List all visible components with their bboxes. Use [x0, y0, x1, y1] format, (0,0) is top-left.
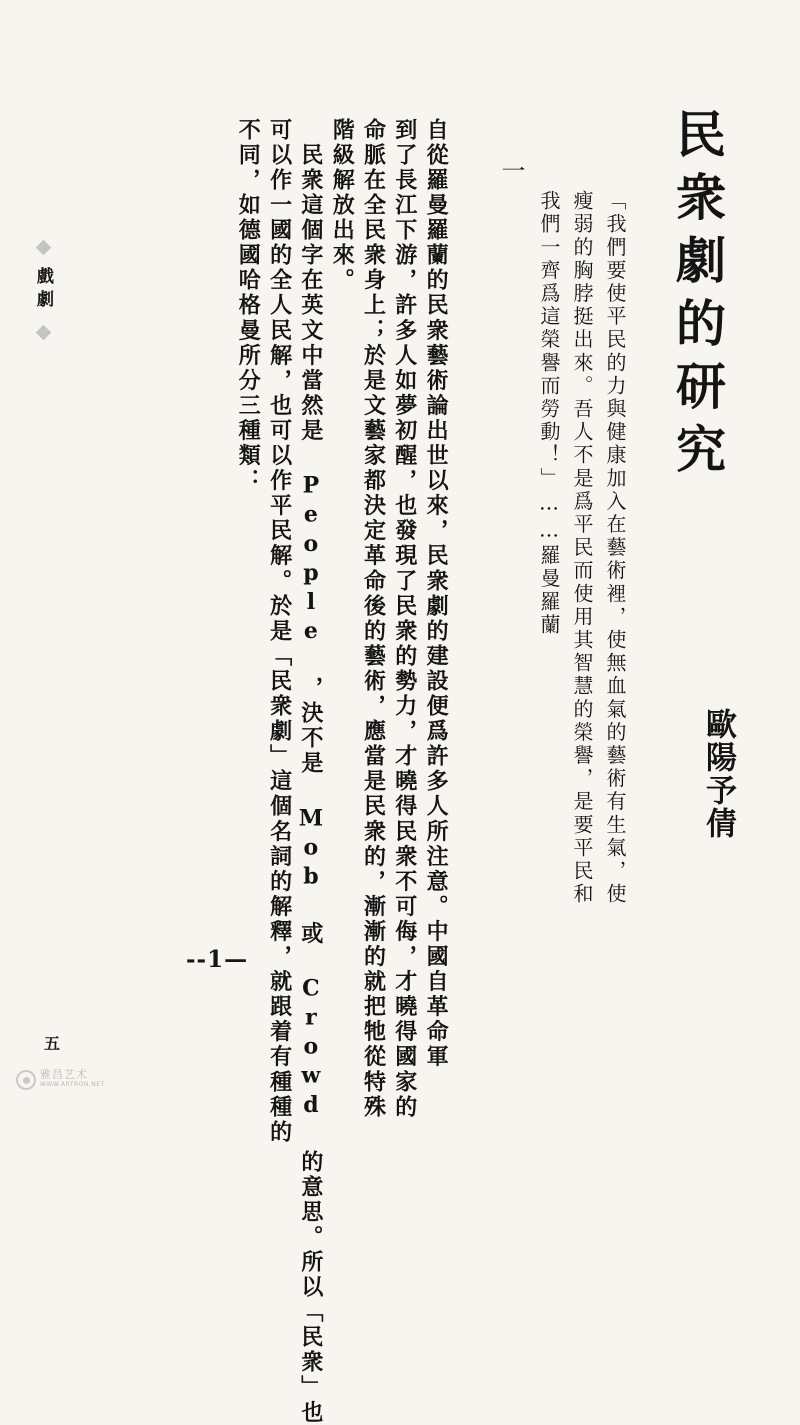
article-author: 歐陽予倩	[700, 708, 736, 840]
body-line: 命脈在全民衆身上；於是文藝家都決定革命後的藝術，應當是民衆的，漸漸的就把牠從特殊	[360, 118, 387, 1120]
watermark-url: WWW.ARTRON.NET	[40, 1081, 105, 1088]
body-line: 不同，如德國哈格曼所分三種類：	[235, 118, 262, 494]
body-line: 可以作一國的全人民解，也可以作平民解。於是「民衆劇」這個名詞的解釋，就跟着有種種的	[266, 118, 293, 1146]
body-line: 階級解放出來。	[329, 118, 356, 294]
article-title: 民衆劇的研究	[668, 108, 727, 486]
section-label: 戲劇	[33, 267, 53, 313]
body-line: 到了長江下游，許多人如夢初醒，也發現了民衆的勢力，才曉得民衆不可侮，才曉得國家的	[391, 118, 418, 1120]
body-line: 自從羅曼羅蘭的民衆藝術論出世以來，民衆劇的建設便爲許多人所注意。中國自革命軍	[423, 118, 450, 1070]
watermark-name: 雅昌艺术	[40, 1068, 88, 1081]
epigraph-line: 我們一齊爲這榮譽而勞動！」……羅曼羅蘭	[537, 190, 561, 637]
body-line: 民衆這個字在英文中當然是 People ，決不是 Mob 或 Crowd 的意思。所以「民衆」也	[297, 118, 324, 1425]
watermark	[16, 1070, 105, 1090]
diamond-ornament-icon	[35, 240, 51, 256]
watermark-text	[40, 1070, 105, 1090]
epigraph	[532, 190, 631, 906]
body-text	[232, 118, 451, 1425]
epigraph-line: 「我們要使平民的力與健康加入在藝術裡，使無血氣的藝術有生氣，使	[603, 190, 627, 907]
diamond-ornament-icon	[35, 325, 51, 341]
running-header	[25, 236, 61, 344]
epigraph-line: 瘦弱的胸脖挺出來。吾人不是爲平民而使用其智慧的榮譽，是要平民和	[570, 190, 594, 907]
page-number: --1—	[186, 946, 249, 973]
artron-logo-icon	[16, 1070, 36, 1090]
section-number: 一	[497, 158, 525, 182]
folio-number: 五	[44, 1034, 61, 1053]
